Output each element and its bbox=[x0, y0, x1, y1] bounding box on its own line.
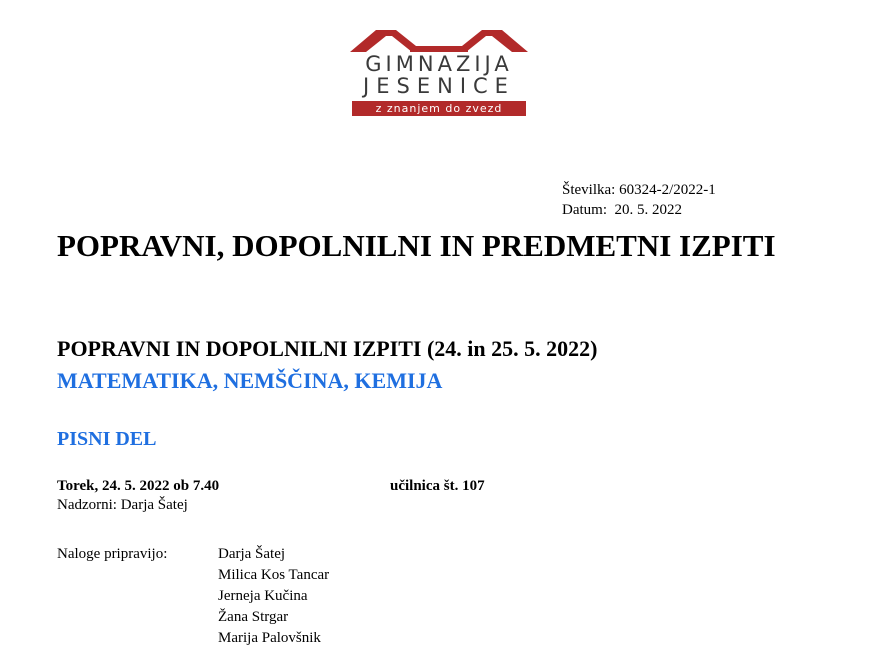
preparers-label: Naloge pripravijo: bbox=[57, 546, 168, 562]
list-item: Jerneja Kučina bbox=[218, 588, 308, 604]
document-meta bbox=[562, 180, 716, 220]
exam-proctor: Nadzorni: Darja Šatej bbox=[57, 497, 188, 513]
logo-tagline: z znanjem do zvezd bbox=[352, 101, 526, 116]
exam-subtitle: POPRAVNI IN DOPOLNILNI IZPITI (24. in 25. 5. 2022) bbox=[57, 336, 598, 361]
list-item: Darja Šatej bbox=[218, 546, 286, 562]
exam-subjects: MATEMATIKA, NEMŠČINA, KEMIJA bbox=[57, 368, 443, 393]
page-title: POPRAVNI, DOPOLNILNI IN PREDMETNI IZPITI bbox=[57, 228, 776, 263]
list-item: Milica Kos Tancar bbox=[218, 567, 330, 583]
document-date: Datum: 20. 5. 2022 bbox=[562, 202, 682, 218]
exam-time: Torek, 24. 5. 2022 ob 7.40 bbox=[57, 478, 220, 494]
list-item: Marija Palovšnik bbox=[218, 630, 321, 646]
roof-icon bbox=[350, 28, 528, 54]
list-item: Žana Strgar bbox=[218, 609, 289, 625]
school-logo bbox=[350, 28, 528, 118]
document-number: Številka: 60324-2/2022-1 bbox=[562, 182, 716, 198]
exam-room: učilnica št. 107 bbox=[390, 478, 485, 494]
section-heading: PISNI DEL bbox=[57, 428, 157, 450]
logo-line-2: JESENICE bbox=[363, 74, 515, 98]
logo-line-1: GIMNAZIJA bbox=[365, 52, 513, 76]
preparers-list bbox=[218, 544, 329, 649]
